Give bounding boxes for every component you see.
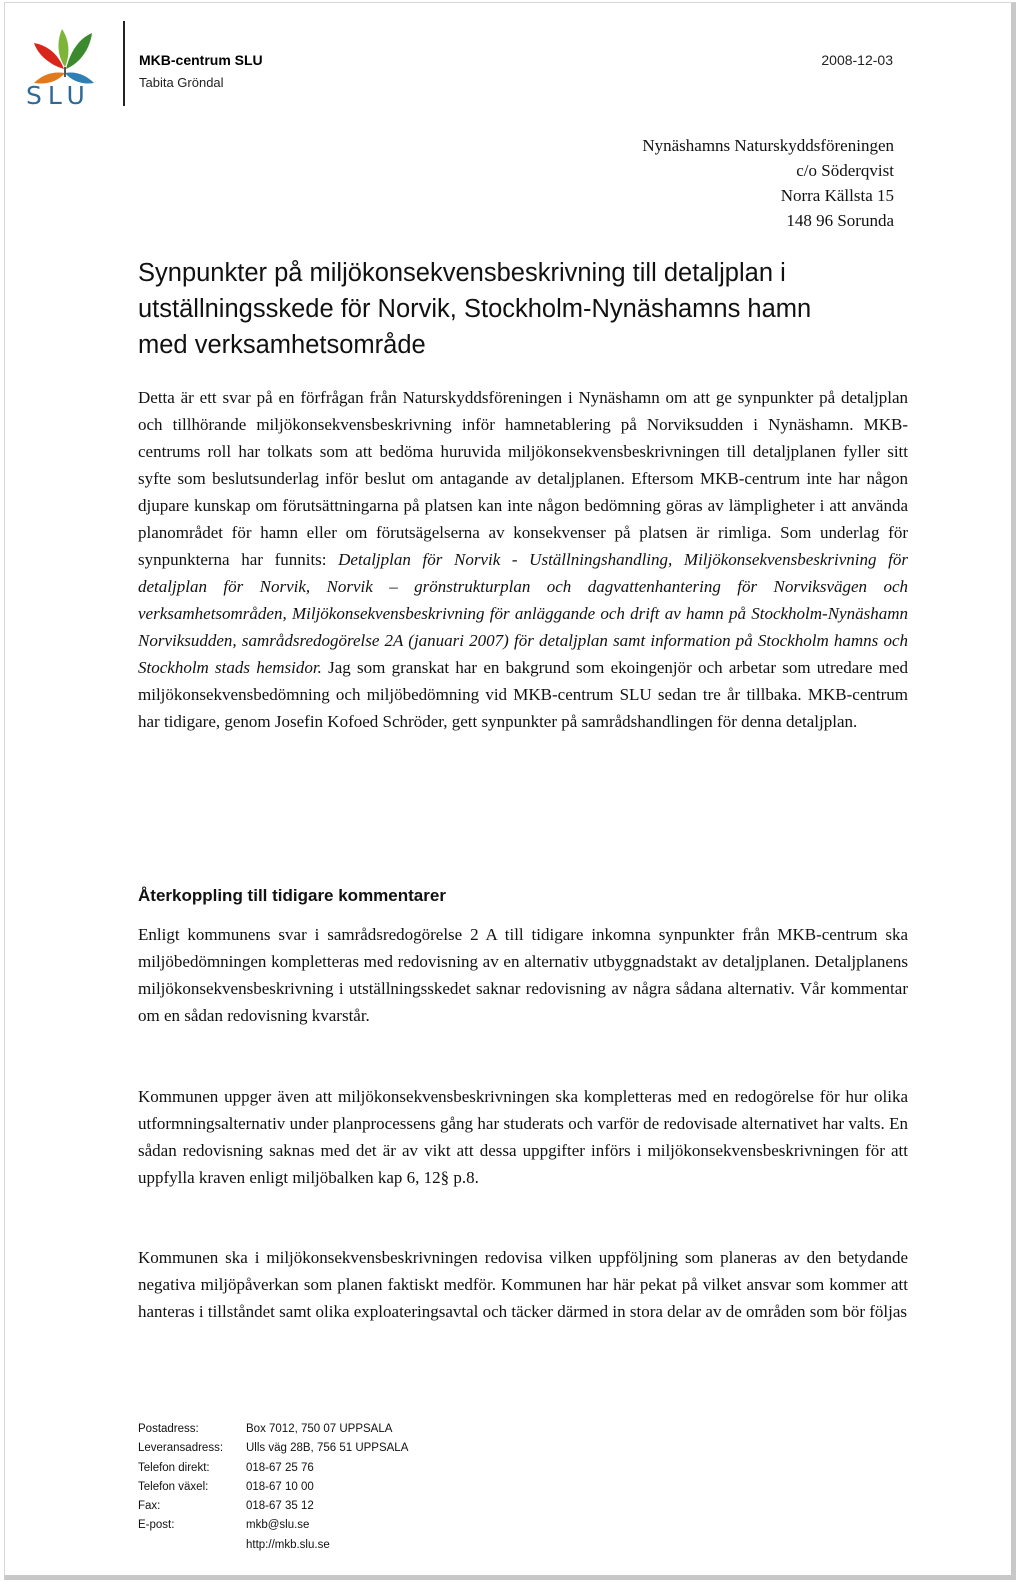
document-page <box>4 2 1016 1580</box>
organization-name: MKB-centrum SLU <box>139 52 263 68</box>
contact-footer <box>138 1420 408 1555</box>
footer-row <box>138 1497 408 1516</box>
footer-value: Ulls väg 28B, 756 51 UPPSALA <box>246 1442 409 1455</box>
address-line: Nynäshamns Naturskyddsföreningen <box>642 136 894 155</box>
footer-row <box>138 1420 408 1439</box>
intro-sources-italic: Detaljplan för Norvik - Uställningshandling, Miljökonsekvensbeskrivning för detaljplan för Norvik, Norvik – grönstrukturplan och dagvattenhantering för Norviksvägen och verksamhetsområden, Miljökonsekvensbeskrivning för anläggande och drift av hamn på Stockholm-Nynäshamn Norviksudden, samrådsredogörelse 2A (januari 2007) för detaljplan samt information på Stockholm hamns och Stockholm stads hemsidor. <box>138 550 908 677</box>
section-heading: Återkoppling till tidigare kommentarer <box>138 886 446 905</box>
footer-value: 018-67 10 00 <box>246 1480 314 1493</box>
footer-row <box>138 1439 408 1458</box>
intro-paragraph <box>138 384 908 735</box>
footer-label <box>138 1536 246 1555</box>
address-line: 148 96 Sorunda <box>786 211 894 230</box>
header-divider <box>123 21 125 106</box>
email-link[interactable]: mkb@slu.se <box>246 1519 310 1532</box>
author-name: Tabita Gröndal <box>139 75 224 90</box>
footer-row <box>138 1478 408 1497</box>
intro-text: Detta är ett svar på en förfrågan från Naturskyddsföreningen i Nynäshamn om att ge synpunkter på detaljplan och tillhörande miljökonsekvensbeskrivning inför hamnetablering på Norviksudden i Nynäshamn. MKB-centrums roll har tolkats som att bedöma huruvida miljökonsekvensbeskrivningen till detaljplanen fyller sitt syfte som beslutsunderlag inför beslut om antagande av detaljplanen. Eftersom MKB-centrum inte har någon djupare kunskap om förutsättningarna på platsen kan inte någon bedömning göras av lämpligheter i att använda planområdet för hamn eller om förutsägelserna av konsekvenser på platsen är rimliga. Som underlag för synpunkterna har funnits: <box>138 388 908 569</box>
footer-label: Leveransadress: <box>138 1442 224 1455</box>
footer-value: 018-67 25 76 <box>246 1461 314 1474</box>
address-line: Norra Källsta 15 <box>780 186 894 205</box>
footer-label: Telefon direkt: <box>138 1461 210 1474</box>
footer-value: 018-67 35 12 <box>246 1500 314 1513</box>
body-paragraph: Kommunen uppger även att miljökonsekvensbeskrivningen ska kompletteras med en redogörelse för hur olika utformningsalternativ under planprocessens gång har studerats och varför de redovisade alternativet har valts. En sådan redovisning saknas med det är av vikt att dessa uppgifter införs i miljökonsekvensbeskrivningen för att uppfylla kraven enligt miljöbalken kap 6, 12§ p.8. <box>138 1087 908 1187</box>
intro-text-end: Jag som granskat har en bakgrund som ekoingenjör och arbetar som utredare med miljökonsekvensbedömning och miljöbedömning vid MKB-centrum SLU sedan tre år tillbaka. MKB-centrum har tidigare, genom Josefin Kofoed Schröder, gett synpunkter på samrådshandlingen för denna detaljplan. <box>138 658 908 731</box>
footer-row <box>138 1536 408 1555</box>
footer-label: Telefon växel: <box>138 1480 209 1493</box>
document-title: Synpunkter på miljökonsekvensbeskrivning till detaljplan i utställningsskede för Norvik, Stockholm-Nynäshamns hamn med verksamhetsområde <box>138 259 812 359</box>
footer-value: Box 7012, 750 07 UPPSALA <box>246 1423 393 1435</box>
footer-row <box>138 1516 408 1535</box>
footer-label: Postadress: <box>138 1423 199 1435</box>
footer-row <box>138 1459 408 1478</box>
body-paragraph: Enligt kommunens svar i samrådsredogörelse 2 A till tidigare inkomna synpunkter från MKB-centrum ska miljöbedömningen kompletteras med redovisning av en alternativ utbyggnadstakt av detaljplanen. Detaljplanens miljökonsekvensbeskrivning i utställningsskedet saknar redovisning av några sådana alternativ. Vår kommentar om en sådan redovisning kvarstår. <box>138 925 908 1025</box>
website-link[interactable]: http://mkb.slu.se <box>246 1538 330 1551</box>
logo-wordmark: SLU <box>26 81 91 110</box>
recipient-address <box>642 133 894 233</box>
footer-label: Fax: <box>138 1500 161 1513</box>
address-line: c/o Söderqvist <box>796 161 894 180</box>
body-paragraph: Kommunen ska i miljökonsekvensbeskrivningen redovisa vilken uppföljning som planeras av den betydande negativa miljöpåverkan som planen faktiskt medför. Kommunen har här pekat på vilket ansvar som kommer att hanteras i tillståndet samt olika exploateringsavtal och täcker därmed in stora delar av de områden som bör följas <box>138 1248 908 1321</box>
footer-label: E-post: <box>138 1519 175 1532</box>
letter-date: 2008-12-03 <box>821 52 893 68</box>
